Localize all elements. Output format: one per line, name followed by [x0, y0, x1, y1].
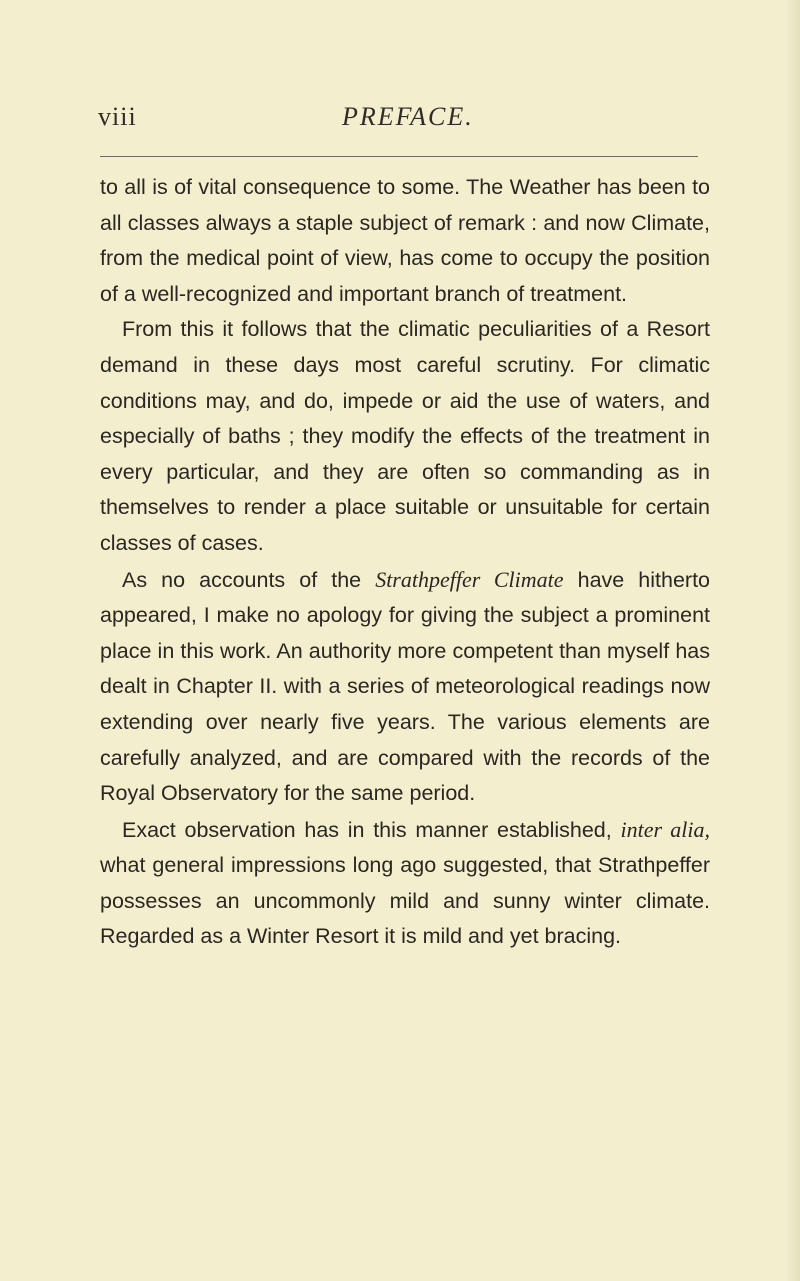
body-text [100, 170, 710, 955]
paragraph-4-before: Exact observation has in this manner established, [122, 817, 621, 842]
running-title: PREFACE. [342, 102, 474, 131]
page-edge-shadow [786, 0, 800, 1281]
paragraph-3-italic: Strathpeffer Climate [375, 566, 564, 592]
paragraph-3 [100, 562, 710, 812]
paragraph-3-after: have hitherto appeared, I make no apology for giving the subject a prominent place in this work. An authority more competent than myself has dealt in Chapter II. with a series of meteorological readings now extending over nearly five years. The various elements are carefully analyzed, and are compared with the records of the Royal Observatory for the same period. [100, 567, 711, 806]
paragraph-3-before: As no accounts of the [122, 567, 376, 592]
paragraph-2: From this it follows that the climatic peculiarities of a Resort demand in these days most careful scrutiny. For climatic conditions may, and do, impede or aid the use of waters, and especially of baths ; they modify the effects of the treatment in every particular, and they are often so commanding as in themselves to render a place suitable or unsuitable for certain classes of cases. [100, 317, 710, 555]
running-head [98, 98, 738, 138]
paragraph-1: to all is of vital consequence to some. The Weather has been to all classes always a staple subject of remark : and now Climate, from the medical point of view, has come to occupy the position of a well-recognized and important branch of treatment. [100, 175, 710, 306]
paragraph-4-italic: inter alia, [620, 816, 710, 842]
paragraph-4 [100, 812, 710, 955]
page-number: viii [98, 102, 137, 131]
paragraph-4-after: what general impressions long ago suggested, that Strathpeffer possesses an uncommonly mild and sunny winter climate. Regarded as a Winter Resort it is mild and yet bracing. [100, 853, 710, 949]
header-rule [100, 156, 698, 157]
